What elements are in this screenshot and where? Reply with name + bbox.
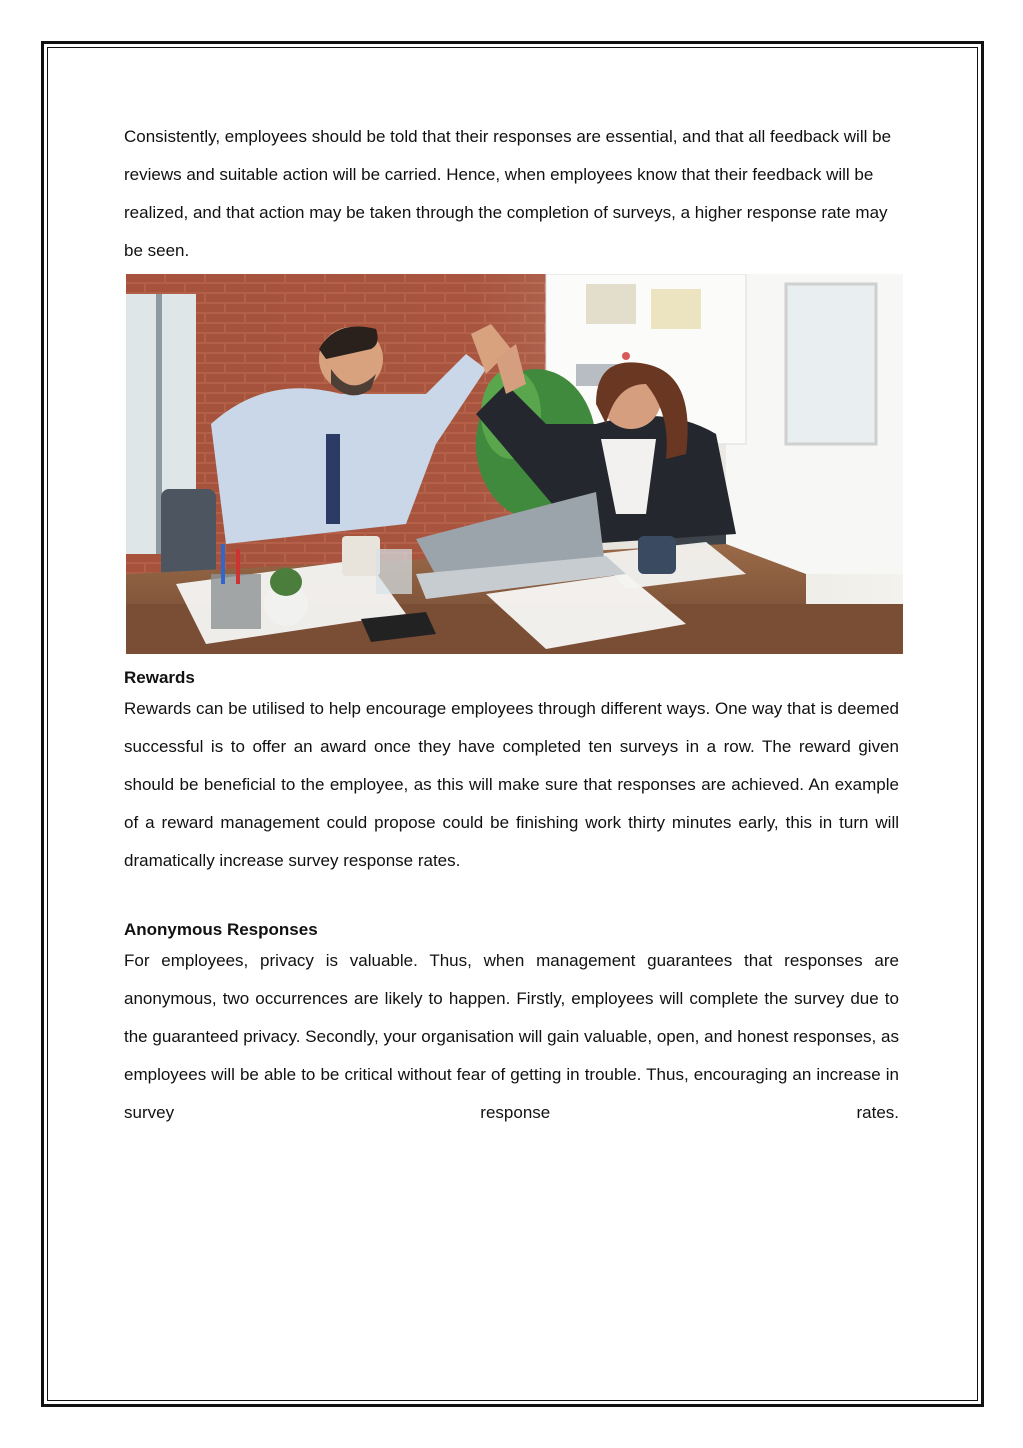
section-gap (124, 880, 899, 918)
rewards-paragraph: Rewards can be utilised to help encourage employees through different ways. One way that is deemed successful is to offer an award once they have completed ten surveys in a row. The reward given should be beneficial to the employee, as this will make sure that responses are achieved. An example of a reward management could propose could be finishing work thirty minutes early, this in turn will dramatically increase survey response rates. (124, 699, 899, 870)
anonymous-responses-heading: Anonymous Responses (124, 920, 318, 939)
photo-illustration (126, 274, 903, 654)
anonymous-responses-paragraph: For employees, privacy is valuable. Thus, when management guarantees that responses are anonymous, two occurrences are likely to happen. Firstly, employees will complete the survey due to the guaranteed privacy. Secondly, your organisation will gain valuable, open, and honest responses, as employees will be able to be critical without fear of getting in trouble. Thus, encouraging an increase in survey response rates. (124, 951, 899, 1122)
page-content (124, 118, 899, 1132)
intro-paragraph: Consistently, employees should be told that their responses are essential, and that all feedback will be reviews and suitable action will be carried. Hence, when employees know that their feedback will be realized, and that action may be taken through the completion of surveys, a higher response rate may be seen. (124, 127, 892, 260)
rewards-heading: Rewards (124, 668, 195, 687)
office-high-five-photo (126, 274, 903, 654)
